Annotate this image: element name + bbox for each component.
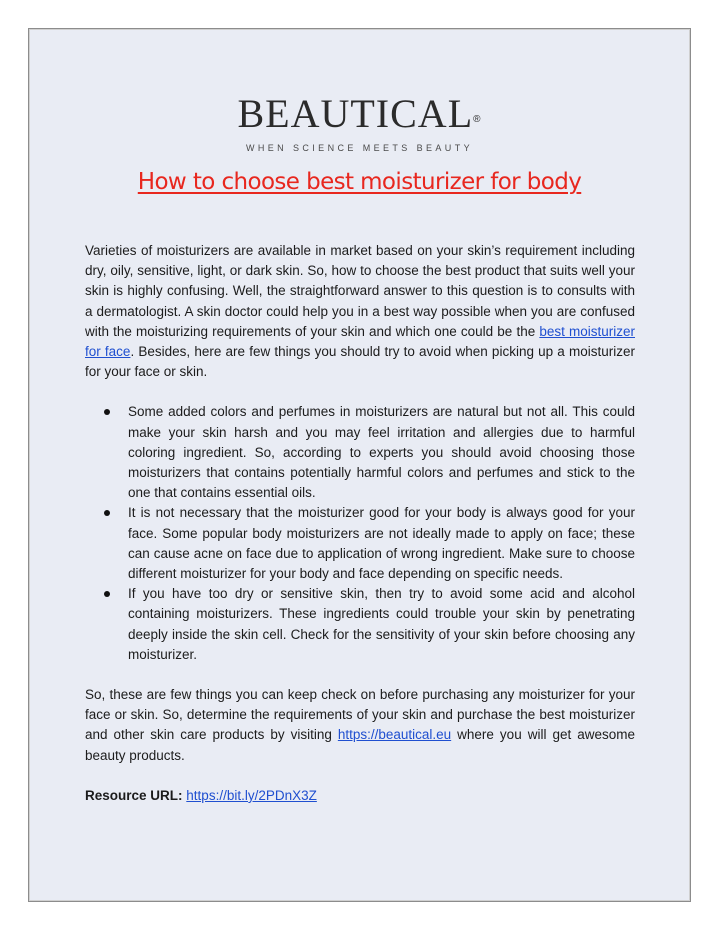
best-moisturizer-link[interactable]: best moisturizer for face xyxy=(85,323,635,360)
list-item: If you have too dry or sensitive skin, then try to avoid some acid and alcohol containing moisturizers. These ingredients could trouble your skin by penetrating deeply inside the skin cell. Check for the sensitivity of your skin before choosing any moisturizer. xyxy=(128,584,635,665)
resource-url-link[interactable]: https://bit.ly/2PDnX3Z xyxy=(186,787,317,803)
list-item: Some added colors and perfumes in moisturizers are natural but not all. This could make your skin harsh and you may feel irritation and allergies due to harmful coloring ingredient. So, according to experts you should avoid choosing those moisturizers that contains potentially harmful colors and perfumes and stick to the one that contains essential oils. xyxy=(128,402,635,503)
resource-label: Resource URL: xyxy=(85,787,183,803)
bullet-icon xyxy=(104,591,110,597)
beautical-site-link[interactable]: https://beautical.eu xyxy=(337,727,452,743)
logo-wordmark: BEAUTICAL xyxy=(237,91,474,136)
brand-logo xyxy=(29,93,690,153)
resource-line xyxy=(85,786,635,806)
page-title: How to choose best moisturizer for body xyxy=(137,169,582,195)
closing-paragraph: So, these are few things you can keep check on before purchasing any moisturizer for your face or skin. So, determine the requirements of your skin and purchase the best moisturizer and other skin care products by visiting https://beautical.eu where you will get awesome beauty products. xyxy=(85,687,635,763)
list-item: It is not necessary that the moisturizer good for your body is always good for your face. Some popular body moisturizers are not ideally made to apply on face; these can cause acne on face due to application of wrong ingredient. Make sure to choose different moisturizer for your body and face depending on specific needs. xyxy=(128,503,635,584)
document-page xyxy=(28,28,691,902)
logo-tagline: WHEN SCIENCE MEETS BEAUTY xyxy=(245,143,474,153)
bullet-icon xyxy=(104,510,110,516)
intro-paragraph: Varieties of moisturizers are available in market based on your skin’s requirement including dry, oily, sensitive, light, or dark skin. So, how to choose the best product that suits well your skin is highly confusing. Well, the straightforward answer to this question is to consults with a dermatologist. A skin doctor could help you in a best way possible when you are confused with the moisturizing requirements of your skin and which one could be the best moisturizer for face. Besides, here are few things you should try to avoid when picking up a moisturizer for your face or skin. xyxy=(85,243,635,380)
registered-mark: ® xyxy=(473,114,482,125)
tips-list xyxy=(85,402,635,665)
bullet-icon xyxy=(104,409,110,415)
article-body xyxy=(85,241,635,806)
